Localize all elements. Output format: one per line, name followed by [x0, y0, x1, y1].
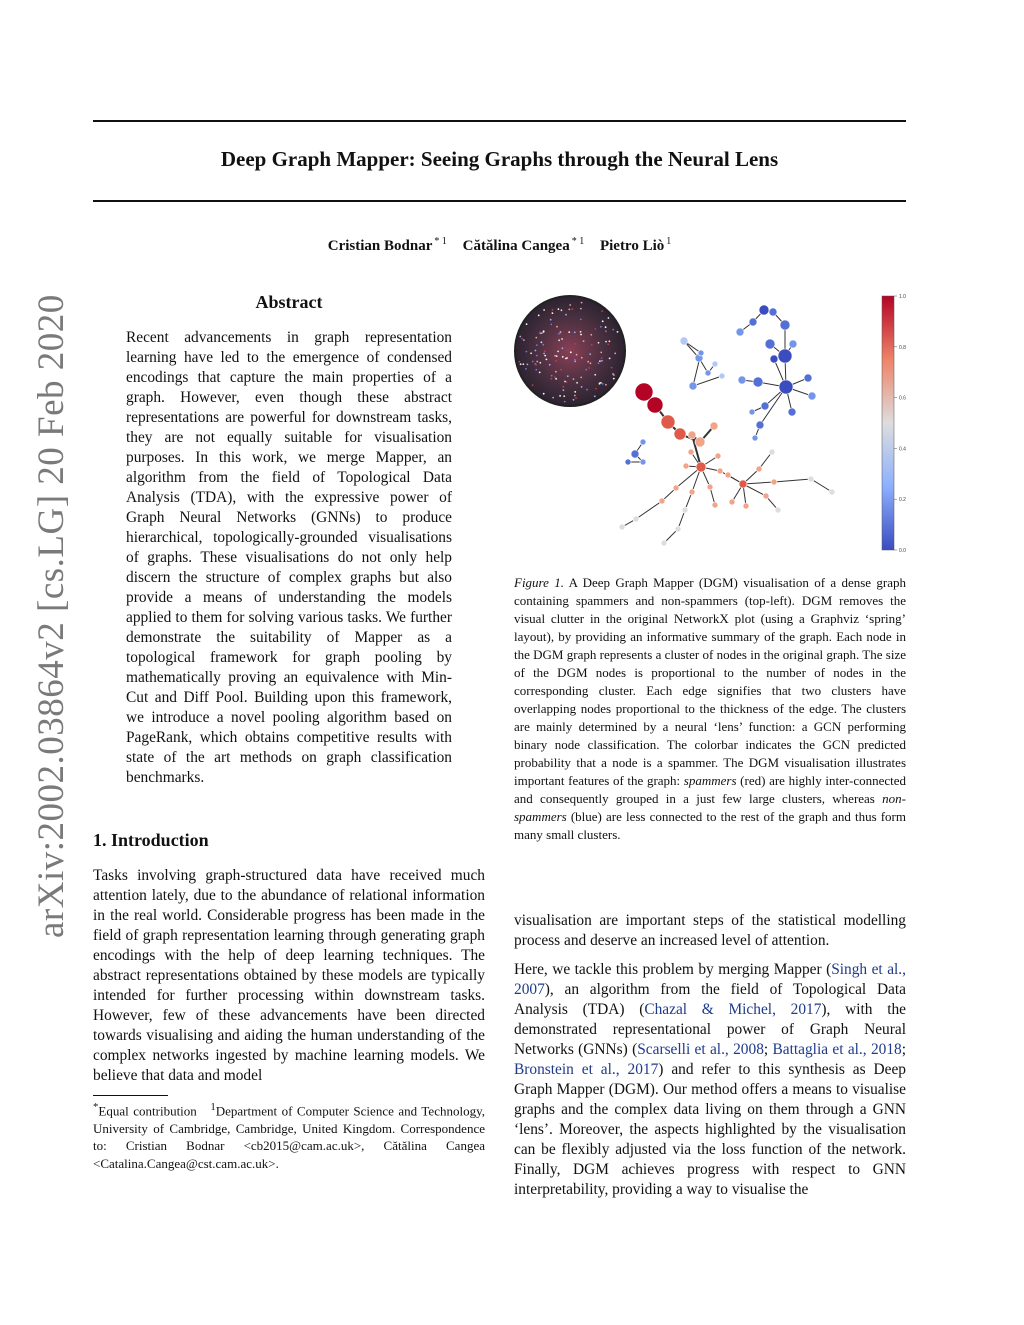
hairball-node — [588, 367, 590, 369]
hairball-node — [543, 309, 545, 311]
colorbar-tick-label: 1.0 — [899, 294, 906, 300]
hairball-node — [609, 358, 611, 360]
cluster-node — [707, 484, 713, 490]
colorbar-tick-label: 0.2 — [899, 497, 906, 504]
cluster-node — [752, 435, 758, 441]
hairball-node — [519, 361, 521, 363]
hairball-node — [546, 359, 548, 361]
hairball-node — [598, 342, 600, 344]
figure-caption: Figure 1. A Deep Graph Mapper (DGM) visualisation of a dense graph containing spammers and non-spammers (top-left). DGM removes the visual clutter in the original NetworkX plot (using a Graphviz ‘spring’ layout), by providing an informative summary of the graph. Each node in the DGM graph represents a cluster of nodes in the original graph. The size of the DGM nodes is proportional to the number of nodes in the corresponding cluster. Each edge signifies that two clusters have overlapping nodes proportional to the thickness of the edge. The clusters are mainly determined by a neural ‘lens’ function: a GCN performing binary node classification. The colorbar indicates the GCN predicted probability that a node is a spammer. The DGM visualisation illustrates important features of the graph: spammers (red) are highly inter-connected and consequently grouped in a just few large clusters, whereas non-spammers (blue) are less connected to the rest of the graph and thus form many small clusters. — [514, 575, 907, 842]
hairball-node — [571, 308, 573, 310]
hairball-node — [539, 372, 541, 374]
cluster-node — [756, 421, 764, 429]
cluster-node — [625, 459, 631, 465]
cluster-node — [661, 415, 675, 429]
cluster-node — [673, 485, 679, 491]
hairball-node — [581, 357, 583, 359]
mapper-nodes — [619, 305, 835, 546]
arxiv-identifier: arXiv:2002.03864v2 [cs.LG] 20 Feb 2020 — [31, 294, 72, 938]
cluster-node — [804, 374, 812, 382]
cluster-node — [659, 498, 665, 504]
cluster-node — [705, 370, 711, 376]
hairball-node — [585, 369, 587, 371]
hairball-node — [586, 389, 588, 391]
cluster-node — [619, 524, 625, 530]
cluster-node — [771, 479, 777, 485]
colorbar-tick-label: 0.8 — [899, 344, 906, 351]
hairball-node — [589, 353, 591, 355]
cluster-node — [640, 459, 646, 465]
hairball-node — [538, 315, 540, 317]
citation-link[interactable]: Battaglia et al., 2018 — [772, 1041, 902, 1058]
hairball-node — [580, 377, 582, 379]
hairball-node — [613, 378, 615, 380]
cluster-node — [696, 462, 706, 472]
hairball-node — [539, 362, 541, 364]
hairball-node — [600, 352, 602, 354]
colorbar-tick-label: 0.4 — [899, 446, 906, 453]
cluster-node — [780, 320, 790, 330]
hairball-node — [535, 369, 537, 371]
hairball-node — [580, 319, 582, 321]
cluster-node — [765, 339, 775, 349]
hairball-node — [554, 355, 556, 357]
hairball-node — [605, 384, 607, 386]
cluster-node — [738, 376, 746, 384]
abstract-text: Recent advancements in graph representation learning have led to the emergence of condensed encodings that capture the main properties of a graph. However, even though these abstract representations are powerful for downstream tasks, they are not equally suitable for visualisation purposes. In this work, we merge Mapper, an algorithm from the field of Topological Data Analysis (TDA), with the expressive power of Graph Neural Networks (GNNs) to produce hierarchical, topologically-grounded visualisations of graphs. These visualisations do not only help discern the structure of complex graphs but also provide a means of understanding the models applied to them for solving various tasks. We further demonstrate the suitability of Mapper as a topological framework for graph pooling by mathematically proving an equivalence with Min-Cut and Diff Pool. Building upon this framework, we introduce a novel pooling algorithm based on PageRank, which obtains competitive results with state of the art methods on graph classification benchmarks. — [126, 329, 452, 786]
hairball-node — [565, 358, 567, 360]
hairball-node — [598, 362, 600, 364]
hairball-node — [554, 376, 556, 378]
hairball-node — [541, 341, 543, 343]
hairball-node — [574, 361, 576, 363]
cluster-node — [631, 450, 639, 458]
hairball-node — [563, 395, 565, 397]
body-paragraph: visualisation are important steps of the statistical modelling process and deserve an increased level of attention. — [514, 912, 906, 949]
cluster-node — [808, 392, 816, 400]
body-paragraph: Here, we tackle this problem by merging Mapper (Singh et al., 2007), an algorithm from the field of Topological Data Analysis (TDA) (Chazal & Michel, 2017), with the demonstrated representational power of Graph Neural Networks (GNNs) (Scarselli et al., 2008; Battaglia et al., 2018; Bronstein et al., 2017) and refer to this synthesis as Deep Graph Mapper (DGM). Our method offers a means to visualise graphs and the complex data living on them through a GNN ‘lens’. Moreover, the aspects highlighted by the visualisation can be flexibly adjusted via the loss function of the network. Finally, DGM achieves progress with respect to GNN interpretability, providing a way to visualise the — [514, 961, 907, 1198]
hairball-node — [580, 308, 582, 310]
hairball-node — [567, 375, 569, 377]
hairball-node — [590, 362, 592, 364]
hairball-node — [580, 331, 582, 333]
cluster-node — [689, 489, 695, 495]
cluster-node — [763, 493, 769, 499]
hairball-node — [600, 326, 602, 328]
hairball-node — [521, 338, 523, 340]
hairball-node — [536, 344, 538, 346]
hairball-node — [552, 312, 554, 314]
mapper-edges — [622, 310, 832, 543]
hairball-node — [560, 369, 562, 371]
cluster-node — [675, 526, 681, 532]
hairball-node — [519, 336, 521, 338]
hairball-node — [590, 334, 592, 336]
hairball-node — [520, 363, 522, 365]
hairball-node — [602, 320, 604, 322]
hairball-node — [607, 344, 609, 346]
hairball-node — [522, 363, 524, 365]
hairball-node — [552, 309, 554, 311]
cluster-node — [633, 516, 639, 522]
hairball-node — [605, 326, 607, 328]
original-graph-hairball — [515, 296, 625, 406]
cluster-node — [712, 502, 718, 508]
hairball-node — [609, 340, 611, 342]
hairball-node — [564, 381, 566, 383]
cluster-node — [753, 377, 763, 387]
hairball-node — [558, 339, 560, 341]
hairball-node — [562, 356, 564, 358]
hairball-node — [574, 395, 576, 397]
hairball-node — [594, 374, 596, 376]
hairball-node — [558, 333, 560, 335]
section-heading: 1. Introduction — [93, 830, 209, 850]
hairball-node — [583, 340, 585, 342]
hairball-node — [608, 317, 610, 319]
hairball-node — [601, 360, 603, 362]
hairball-node — [544, 355, 546, 357]
cluster-node — [756, 466, 762, 472]
hairball-node — [535, 364, 537, 366]
hairball-node — [612, 329, 614, 331]
cluster-node — [717, 468, 723, 474]
hairball-node — [574, 359, 576, 361]
hairball-node — [581, 302, 583, 304]
hairball-node — [555, 371, 557, 373]
hairball-node — [551, 375, 553, 377]
cluster-node — [661, 540, 667, 546]
hairball-node — [570, 351, 572, 353]
cluster-node — [759, 305, 769, 315]
hairball-node — [587, 361, 589, 363]
citation-link[interactable]: Chazal & Michel, 2017 — [644, 1001, 822, 1018]
hairball-node — [558, 308, 560, 310]
citation-link[interactable]: Singh et al., 2007 — [514, 961, 906, 998]
hairball-node — [532, 361, 534, 363]
author-list — [93, 236, 906, 255]
cluster-node — [789, 340, 797, 348]
hairball-node — [564, 401, 566, 403]
cluster-node — [695, 437, 705, 447]
hairball-node — [561, 338, 563, 340]
hairball-node — [556, 326, 558, 328]
hairball-node — [594, 395, 596, 397]
hairball-node — [599, 360, 601, 362]
cluster-node — [778, 349, 792, 363]
cluster-node — [779, 380, 793, 394]
hairball-node — [574, 332, 576, 334]
figure-label: Figure 1. — [514, 575, 564, 590]
hairball-node — [561, 309, 563, 311]
author: Cătălina Cangea $^{* 1}$ — [462, 236, 585, 254]
colorbar — [882, 294, 906, 554]
cluster-node — [788, 408, 796, 416]
hairball-node — [535, 337, 537, 339]
title-top-rule — [93, 120, 906, 122]
hairball-node — [614, 353, 616, 355]
hairball-node — [611, 367, 613, 369]
introduction-text: Tasks involving graph-structured data have received much attention lately, due to the abundance of relational information in the real world. Considerable progress has been made in the field of graph representation learning through generating graph encodings with the help of deep learning techniques. The abstract representations obtained by these models are typically intended for further processing within downstream tasks. However, few of these advancements have been directed towards visualising and aiding the human understanding of the complex networks ingested by machine learning models. We believe that data and model — [93, 867, 485, 1084]
colorbar-tick-label: 0.0 — [899, 548, 906, 554]
hairball-node — [601, 357, 603, 359]
hairball-node — [542, 344, 544, 346]
hairball-node — [617, 331, 619, 333]
hairball-node — [523, 339, 525, 341]
hairball-node — [605, 330, 607, 332]
hairball-node — [559, 395, 561, 397]
hairball-node — [562, 386, 564, 388]
hairball-node — [605, 341, 607, 343]
cluster-node — [719, 373, 725, 379]
hairball-node — [574, 391, 576, 393]
abstract-heading: Abstract — [255, 292, 323, 312]
colorbar-tick-label: 0.6 — [899, 395, 906, 402]
cluster-node — [761, 402, 769, 410]
hairball-node — [535, 350, 537, 352]
cluster-node — [749, 409, 755, 415]
cluster-node — [743, 503, 749, 509]
cluster-node — [725, 472, 731, 478]
hairball-node — [544, 350, 546, 352]
hairball-node — [552, 397, 554, 399]
hairball-node — [575, 397, 577, 399]
hairball-node — [581, 386, 583, 388]
cluster-node — [698, 350, 704, 356]
hairball-node — [543, 331, 545, 333]
hairball-node — [568, 309, 570, 311]
cluster-node — [688, 431, 696, 439]
hairball-node — [530, 352, 532, 354]
hairball-node — [536, 361, 538, 363]
hairball-node — [555, 378, 557, 380]
hairball-node — [550, 324, 552, 326]
hairball-node — [574, 343, 576, 345]
hairball-node — [555, 360, 557, 362]
cluster-node — [739, 480, 747, 488]
citation-link[interactable]: Scarselli et al., 2008 — [637, 1041, 764, 1058]
hairball-node — [550, 319, 552, 321]
cluster-node — [674, 428, 686, 440]
hairball-node — [576, 354, 578, 356]
cluster-node — [729, 499, 735, 505]
hairball-node — [568, 331, 570, 333]
hairball-node — [602, 383, 604, 385]
hairball-node — [557, 351, 559, 353]
hairball-node — [594, 328, 596, 330]
cluster-node — [775, 507, 781, 513]
cluster-node — [749, 318, 757, 326]
cluster-node — [640, 439, 646, 445]
cluster-node — [682, 507, 688, 513]
footnote: *Equal contribution $^1$Department of Computer Science and Technology, University of Cambridge, Cambridge, United Kingdom. Correspondence to: Cristian Bodnar <cb2015@cam.ac.uk>, Cătălina Cangea <Catalina.Cangea@cst.cam.ac.uk>. — [93, 1101, 485, 1171]
hairball-node — [591, 344, 593, 346]
dgm-figure — [510, 292, 910, 560]
cluster-node — [712, 361, 718, 367]
hairball-node — [539, 332, 541, 334]
cluster-node — [770, 355, 778, 363]
hairball-node — [556, 355, 558, 357]
cluster-node — [680, 337, 688, 345]
hairball-node — [536, 355, 538, 357]
cluster-node — [647, 397, 663, 413]
hairball-node — [569, 304, 571, 306]
hairball-node — [543, 393, 545, 395]
cluster-node — [808, 476, 814, 482]
hairball-node — [532, 384, 534, 386]
paper-title: Deep Graph Mapper: Seeing Graphs through the Neural Lens — [220, 147, 779, 171]
hairball-node — [527, 364, 529, 366]
author: Cristian Bodnar $^{* 1}$ — [327, 236, 447, 254]
cluster-node — [683, 463, 689, 469]
hairball-node — [526, 323, 528, 325]
hairball-node — [601, 310, 603, 312]
hairball-node — [526, 351, 528, 353]
cluster-node — [715, 453, 721, 459]
cluster-node — [769, 308, 777, 316]
cluster-node — [710, 422, 718, 430]
hairball-node — [573, 378, 575, 380]
hairball-node — [550, 378, 552, 380]
hairball-node — [525, 368, 527, 370]
hairball-node — [573, 399, 575, 401]
cluster-node — [769, 449, 775, 455]
hairball-node — [563, 389, 565, 391]
hairball-node — [565, 314, 567, 316]
hairball-node — [595, 388, 597, 390]
title-bottom-rule — [93, 200, 906, 202]
hairball-node — [612, 373, 614, 375]
hairball-node — [599, 382, 601, 384]
author: Pietro Liò $^1$ — [599, 236, 672, 254]
cluster-node — [689, 382, 697, 390]
cluster-node — [688, 449, 694, 455]
hairball-node — [549, 364, 551, 366]
cluster-node — [736, 328, 744, 336]
hairball-node — [576, 382, 578, 384]
hairball-node — [543, 353, 545, 355]
hairball-node — [580, 334, 582, 336]
cluster-node — [829, 489, 835, 495]
hairball-node — [562, 347, 564, 349]
citation-link[interactable]: Bronstein et al., 2017 — [514, 1061, 659, 1078]
hairball-node — [560, 331, 562, 333]
footnote-rule — [93, 1095, 168, 1096]
